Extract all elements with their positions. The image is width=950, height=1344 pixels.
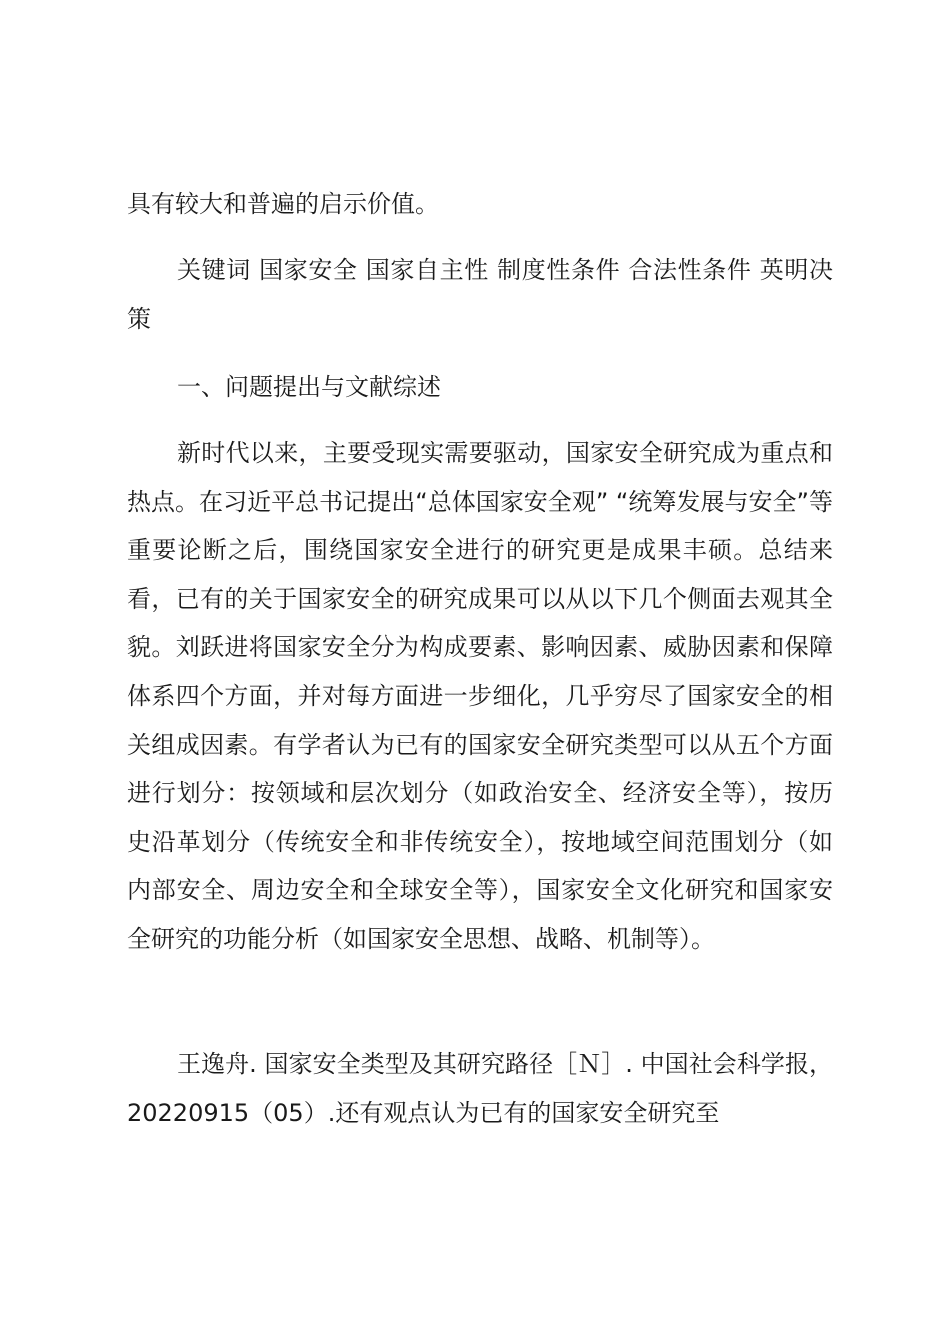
section-heading: 一、问题提出与文献综述 xyxy=(177,373,441,401)
continuation-paragraph: 具有较大和普遍的启示价值。 xyxy=(127,190,439,218)
keywords-paragraph: 关键词 国家安全 国家自主性 制度性条件 合法性条件 英明决策 xyxy=(127,256,833,333)
body-paragraph: 新时代以来，主要受现实需要驱动，国家安全研究成为重点和热点。在习近平总书记提出“总体国家安全观” “统筹发展与安全”等重要论断之后，围绕国家安全进行的研究更是成果丰硕。总结来看，已有的关于国家安全的研究成果可以从以下几个侧面去观其全貌。刘跃进将国家安全分为构成要素、影响因素、威胁因素和保障体系四个方面，并对每方面进一步细化，几乎穷尽了国家安全的相关组成因素。有学者认为已有的国家安全研究类型可以从五个方面进行划分：按领域和层次划分（如政治安全、经济安全等），按历史沿革划分（传统安全和非传统安全），按地域空间范围划分（如内部安全、周边安全和全球安全等），国家安全文化研究和国家安全研究的功能分析（如国家安全思想、战略、机制等）。 xyxy=(127,439,833,953)
citation-paragraph: 王逸舟. 国家安全类型及其研究路径［Ｎ］. 中国社会科学报， 20220915（05）.还有观点认为已有的国家安全研究至 xyxy=(127,1050,833,1127)
